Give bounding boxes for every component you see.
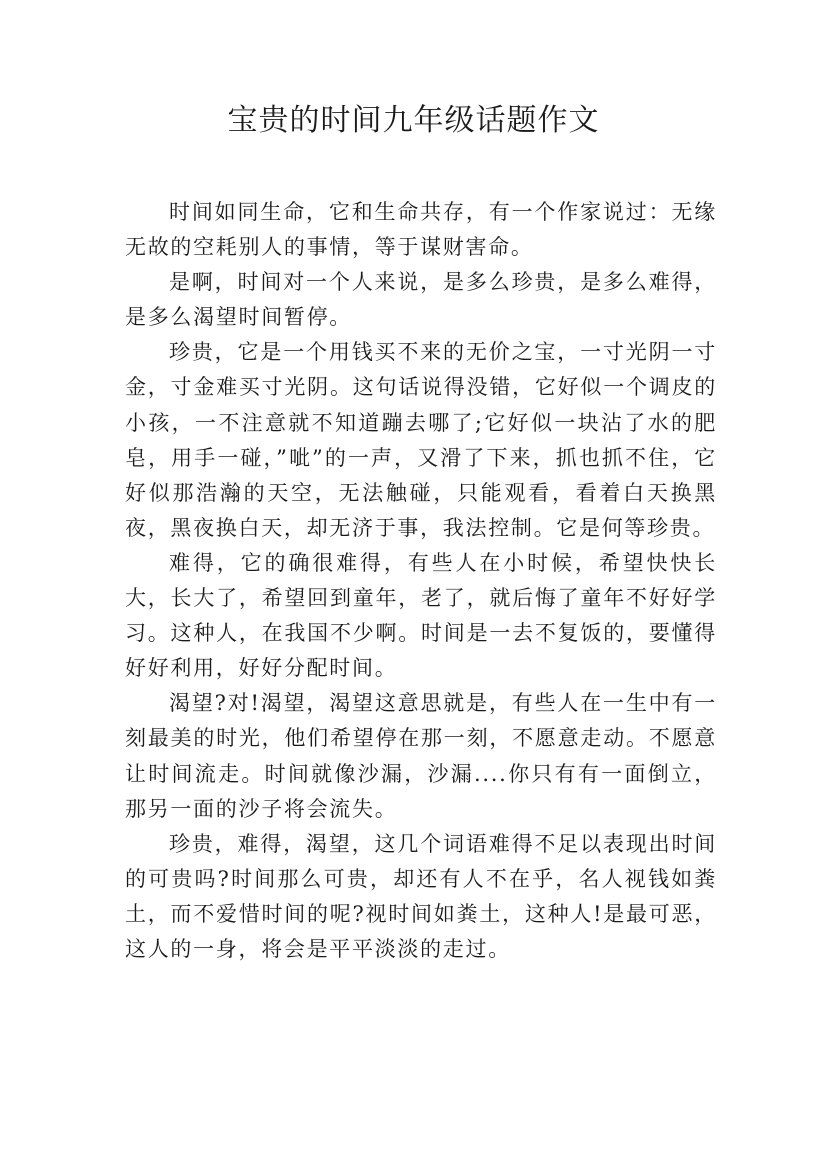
paragraph-5: 渴望?对!渴望，渴望这意思就是，有些人在一生中有一刻最美的时光，他们希望停在那一刻，不愿意走动。不愿意让时间流走。时间就像沙漏，沙漏....你只有有一面倒立，那另一面的沙子将会流失。 [125,691,717,821]
paragraph-2: 是啊，时间对一个人来说，是多么珍贵，是多么难得，是多么渴望时间暂停。 [125,270,717,330]
paragraph-3: 珍贵，它是一个用钱买不来的无价之宝，一寸光阴一寸金，寸金难买寸光阴。这句话说得没错，它好似一个调皮的小孩，一不注意就不知道蹦去哪了;它好似一块沾了水的肥皂，用手一碰，”呲”的一声，又滑了下来，抓也抓不住，它好似那浩瀚的天空，无法触碰，只能观看，看着白天换黑夜，黑夜换白天，却无济于事，我法控制。它是何等珍贵。 [125,340,717,540]
paragraph-1: 时间如同生命，它和生命共存，有一个作家说过：无缘无故的空耗别人的事情，等于谋财害命。 [125,200,717,260]
document-title: 宝贵的时间九年级话题作文 [227,103,600,138]
paragraph-4: 难得，它的确很难得，有些人在小时候，希望快快长大，长大了，希望回到童年，老了，就后悔了童年不好好学习。这种人，在我国不少啊。时间是一去不复饭的，要懂得好好利用，好好分配时间。 [125,550,717,681]
document-body [125,195,717,967]
paragraph-6: 珍贵，难得，渴望，这几个词语难得不足以表现出时间的可贵吗?时间那么可贵，却还有人不在乎，名人视钱如粪土，而不爱惜时间的呢?视时间如粪土，这种人!是最可恶，这人的一身，将会是平平淡淡的走过。 [125,831,717,961]
